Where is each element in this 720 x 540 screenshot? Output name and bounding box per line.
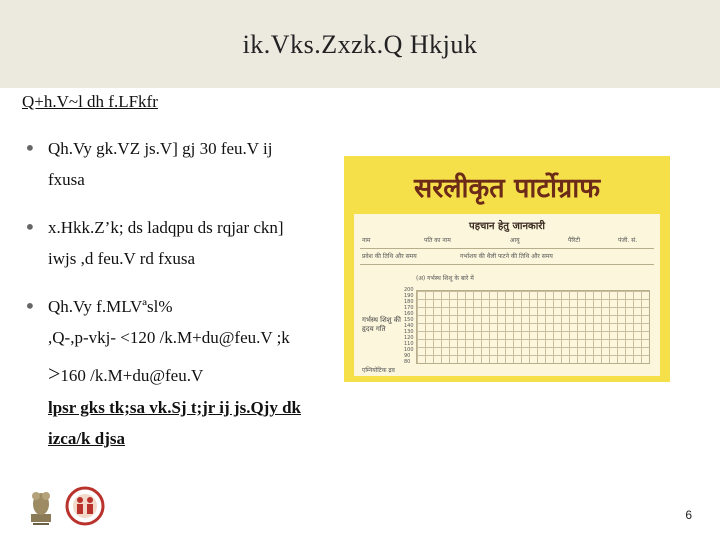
- slide-subtitle: Q+h.V~l dh f.LFkfr: [22, 92, 158, 111]
- y-tick-label: 130: [404, 329, 414, 335]
- form-cell: पति का नाम: [424, 237, 451, 244]
- y-tick-label: 160: [404, 311, 414, 317]
- nrhm-logo-icon: [62, 486, 108, 526]
- bullet-item: [22, 292, 342, 454]
- bullet-line: Qh.Vy gk.VZ js.V] gj 30 feu.V ij: [48, 139, 273, 158]
- bullet-line: [48, 354, 342, 394]
- y-tick-label: 90: [404, 353, 411, 359]
- emphasis-line: izca/k djsa: [48, 428, 125, 448]
- slide-title: ik.Vks.Zxzk.Q Hkjuk: [242, 30, 478, 59]
- form-cell: आयु: [510, 237, 520, 244]
- y-tick-label: 120: [404, 335, 414, 341]
- grid-caption: (अ) गर्भस्थ शिशु के बारे में: [416, 275, 474, 282]
- y-tick-label: 140: [404, 323, 414, 329]
- bullet-line: Qh.Vy f.MLVªsl%: [48, 297, 173, 317]
- bullet-line: ,Q-,p-vkj- <120 /k.M+du@feu.V ;k: [48, 327, 290, 347]
- y-tick-label: 200: [404, 287, 414, 293]
- bullet-item: [22, 213, 342, 274]
- page-number: 6: [685, 508, 692, 522]
- y-tick-label: 110: [404, 341, 414, 347]
- y-tick-label: 190: [404, 293, 414, 299]
- partograph-row: [360, 250, 654, 265]
- emphasis-line: lpsr gks tk;sa vk.Sj t;jr ij js.Qjy dk: [48, 398, 301, 418]
- bullet-dot-icon: •: [24, 136, 36, 160]
- bullet-line: iwjs ,d feu.V rd fxusa: [48, 248, 195, 268]
- y-tick-label: 170: [404, 305, 414, 311]
- bullet-text: [48, 134, 342, 195]
- partograph-form: [354, 214, 660, 376]
- partograph-heading: सरलीकृत पार्टोग्राफ: [413, 173, 601, 204]
- heart-rate-label: गर्भस्थ शिशु की हृदय गति: [362, 316, 401, 334]
- form-cell: गर्भाशय की थैली फटने की तिथि और समय: [460, 253, 553, 260]
- y-tick-label: 80: [404, 359, 411, 365]
- bullet-line: x.Hkk.Z’k; ds ladqpu ds rqjar ckn]: [48, 218, 284, 238]
- form-cell: पैरिटी: [568, 237, 580, 244]
- partograph-image: [344, 156, 670, 382]
- bullet-text: [48, 292, 342, 454]
- form-cell: पंजी. सं.: [618, 237, 638, 244]
- national-emblem-icon: [28, 484, 54, 526]
- partograph-section-title: पहचान हेतु जानकारी: [469, 221, 545, 232]
- bullet-line-rest: 160 /k.M+du@feu.V: [60, 365, 204, 385]
- heart-rate-grid: [416, 290, 650, 364]
- bullet-list: [22, 134, 342, 472]
- y-tick-label: 180: [404, 299, 414, 305]
- bullet-dot-icon: •: [24, 294, 36, 319]
- bullet-item: [22, 134, 342, 195]
- bullet-dot-icon: •: [24, 215, 36, 240]
- amniotic-fluid-label: एम्नियोटिक द्रव: [362, 367, 395, 374]
- form-cell: प्रवेश की तिथि और समय: [362, 253, 417, 260]
- bullet-text: [48, 213, 342, 274]
- partograph-row: [360, 234, 654, 249]
- greater-than-symbol: >: [48, 360, 61, 386]
- bullet-line: fxusa: [48, 169, 85, 189]
- form-cell: नाम: [362, 237, 371, 244]
- y-tick-label: 150: [404, 317, 414, 323]
- y-tick-label: 100: [404, 347, 414, 353]
